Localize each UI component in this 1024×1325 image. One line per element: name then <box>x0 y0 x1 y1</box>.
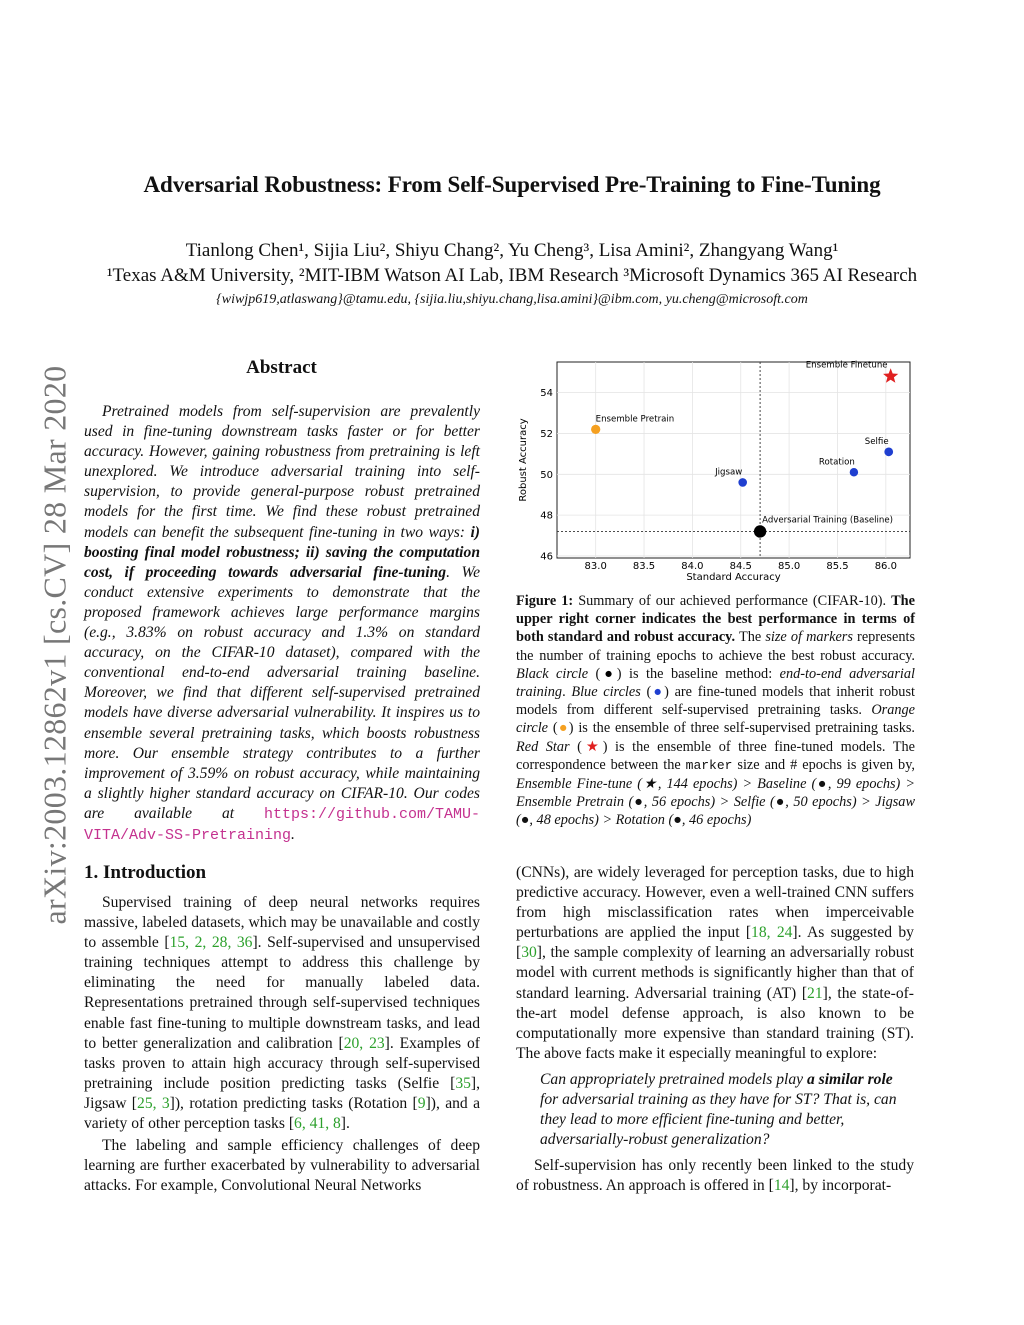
text-run: ]. <box>340 1115 350 1133</box>
red-star-icon: ★ <box>581 738 603 755</box>
citation-link[interactable]: 9 <box>417 1094 426 1112</box>
text-run: Can appropriately pretrained models play <box>540 1070 807 1088</box>
arxiv-identifier: arXiv:2003.12862v1 [cs.CV] 28 Mar 2020 <box>36 365 73 925</box>
abstract-text-cont: . We conduct extensive experiments to demonstrate that the proposed framework achieves large performance margins (e.g., 3.83% on robust accuracy and 1.3% on standard accuracy, on the CIFAR-10 dataset), compared with the conventional end-to-end adversarial training baseline. Moreover, we find that different self-supervised pretrained models have diverse adversarial vulnerability. It inspires us to ensemble several pretraining tasks, which boosts robustness more. Our ensemble strategy contributes to a further improvement of 3.59% on robust accuracy, while maintaining a slightly higher standard accuracy on CIFAR-10. Our codes are available at <box>84 563 481 822</box>
text-run: ]. Self-supervised and unsupervised training techniques attempt to address this challenge by eliminating the need for manually labeled data. Representations pretrained through self-supervised techniques enable fast fine-tuning to multiple downstream tasks, and lead to better generalization and calibration [ <box>84 934 481 1052</box>
text-run: Summary of our achieved performance (CIFAR-10). <box>573 593 892 609</box>
citation-link[interactable]: 20, 23 <box>343 1034 385 1052</box>
text-run: marker <box>685 757 733 773</box>
text-run: a similar role <box>806 1070 893 1088</box>
text-run: size and # epochs is given by, <box>732 756 916 773</box>
blue-dot-icon: ● <box>651 684 665 701</box>
paper-title: Adversarial Robustness: From Self-Supervised Pre-Training to Fine-Tuning <box>143 172 881 197</box>
text-run: Supervised training of deep neural networks requires massive, labeled datasets, which may be unavailable and costly to assemble [ <box>84 894 480 952</box>
abstract-body <box>84 402 480 846</box>
data-point-label: Ensemble Finetune <box>805 360 888 371</box>
y-tick-label: 54 <box>540 388 553 400</box>
research-question-quote <box>540 1070 914 1150</box>
text-run: are fine-tuned models that inherit robust models from different self-supervised pretraining tasks. <box>516 684 915 719</box>
text-run: end-to-end adversarial training <box>516 665 915 701</box>
text-run: Red Star <box>516 738 570 755</box>
x-tick-label: 86.0 <box>874 561 897 572</box>
citation-link[interactable]: 15, 2, 28, 36 <box>169 934 253 952</box>
data-point-marker <box>754 525 766 537</box>
caption-label: Figure 1: <box>516 593 574 609</box>
section-heading-introduction: 1. Introduction <box>84 862 207 883</box>
epoch-ordering: Ensemble Fine-tune (★, 144 epochs) > Baseline (●, 99 epochs) > Ensemble Pretrain (●, 56 epochs) > Selfie (●, 50 epochs) > Jigsaw (●, 48 epochs) > Rotation (●, 46 epochs) <box>516 776 915 829</box>
y-tick-label: 46 <box>540 551 553 563</box>
text-run: for adversarial training as they have for ST? That is, can they lead to more efficient fine-tuning and better, adversarially-robust generalization? <box>540 1091 897 1149</box>
data-point-marker <box>884 447 893 456</box>
text-run: is the ensemble of three fine-tuned models. The correspondence between the <box>516 738 915 773</box>
citation-link[interactable]: 35 <box>455 1074 471 1092</box>
text-run: represents the number of training epochs to achieve the best robust accuracy. <box>516 629 916 664</box>
data-point-label: Rotation <box>818 457 855 468</box>
text-run: ]. As suggested by [ <box>516 924 914 962</box>
citation-link[interactable]: 30 <box>521 944 537 962</box>
abstract-text: Pretrained models from self-supervision are prevalently used in fine-tuning downstream tasks faster or for better accuracy. However, gaining robustness from pretraining is left unexplored. We introduce adversarial training into self-supervision, to provide general-purpose robust pretrained models for the first time. We find these robust pretrained models can benefit the subsequent fine-tuning in two ways: <box>84 403 480 541</box>
right-column-body <box>516 863 914 1197</box>
data-point-label: Ensemble Pretrain <box>595 414 675 425</box>
x-tick-label: 85.5 <box>826 561 849 572</box>
text-run: ], by incorporat- <box>789 1177 892 1195</box>
x-tick-label: 85.0 <box>777 561 801 572</box>
citation-link[interactable]: 18, 24 <box>751 924 793 942</box>
text-run: is the baseline method: <box>621 665 780 682</box>
intro-paragraph-2: The labeling and sample efficiency challenges of deep learning are further exacerbated by vulnerability to adversarial attacks. For example, Convolutional Neural Networks <box>84 1137 480 1195</box>
x-tick-label: 83.5 <box>632 561 656 572</box>
text-run: ], Jigsaw [ <box>84 1074 480 1112</box>
text-run: Blue circles <box>571 684 641 701</box>
caption-bold: The upper right corner indicates the best performance in terms of both standard and robust accuracy. <box>516 593 915 646</box>
text-run: The <box>735 629 766 646</box>
y-tick-label: 48 <box>540 510 553 522</box>
text-run: is the ensemble of three self-supervised pretraining tasks. <box>573 720 916 737</box>
text-run: . <box>562 684 572 701</box>
plot-area <box>557 362 910 558</box>
citation-link[interactable]: 6, 41, 8 <box>294 1115 341 1133</box>
text-run: ]. Examples of tasks proven to attain high accuracy through self-supervised pretraining include position predicting tasks (Selfie [ <box>84 1034 480 1092</box>
author-emails: {wiwjp619,atlaswang}@tamu.edu, {sijia.liu,shiyu.chang,lisa.amini}@ibm.com, yu.cheng@microsoft.com <box>216 292 808 307</box>
data-point-marker <box>738 478 747 487</box>
author-list: Tianlong Chen¹, Sijia Liu², Shiyu Chang², Yu Cheng³, Lisa Amini², Zhangyang Wang¹ <box>185 240 839 261</box>
text-run: (CNNs), are widely leveraged for perception tasks, due to high predictive accuracy. However, even a well-trained CNN suffers from high misclassification rates when imperceivable perturbations are applied the input [ <box>516 864 914 942</box>
data-point-marker <box>850 468 858 476</box>
abstract-end: . <box>291 825 295 843</box>
intro-paragraph-3 <box>516 863 914 1064</box>
data-point-label: Adversarial Training (Baseline) <box>762 515 894 526</box>
intro-paragraph-4 <box>516 1156 914 1196</box>
x-tick-label: 84.5 <box>729 561 752 572</box>
data-point-label: Selfie <box>864 436 889 447</box>
text-run: Self-supervision has only recently been linked to the study of robustness. An approach is offered in [ <box>516 1157 914 1195</box>
black-dot-icon: ● <box>600 665 617 682</box>
text-run: ], the state-of-the-art model defense approach, is also known to be computationally more expensive than standard training (ST). The above facts make it especially meaningful to explore: <box>516 984 914 1062</box>
x-tick-label: 83.0 <box>584 561 607 572</box>
data-point-label: Jigsaw <box>715 467 743 478</box>
text-run: Orange circle <box>516 702 915 737</box>
data-point-marker <box>591 425 600 434</box>
citation-link[interactable]: 21 <box>807 984 823 1002</box>
intro-paragraph-1 <box>84 893 480 1134</box>
y-axis-label: Robust Accuracy <box>518 418 529 502</box>
orange-dot-icon: ● <box>557 720 569 737</box>
abstract-heading: Abstract <box>246 357 317 378</box>
y-tick-label: 50 <box>540 469 553 481</box>
abstract-bold-text: i) boosting final model robustness; ii) saving the computation cost, if proceeding towards adversarial fine-tuning <box>84 523 480 581</box>
text-run: ]), and a variety of other perception tasks [ <box>84 1094 480 1133</box>
text-run: size of markers <box>765 629 853 646</box>
figure-1-scatter-chart <box>516 356 916 584</box>
left-column-body <box>84 893 480 1196</box>
figure-1-caption: Figure 1: Summary of our achieved performance (CIFAR-10). The upper right corner indicates the best performance in terms of both standard and robust accuracy. The size of markers represents the number of training epochs to achieve the best robust accuracy. Black circle (●) is the baseline method: end-to-end adversarial training. Blue circles (●) are fine-tuned models that inherit robust models from different self-supervised pretraining tasks. Orange circle (●) is the ensemble of three self-supervised pretraining tasks. Red Star (★) is the ensemble of three fine-tuned models. The correspondence between the marker size and # epochs is given by, Ensemble Fine-tune (★, 144 epochs) > Baseline (●, 99 epochs) > Ensemble Pretrain (●, 56 epochs) > Selfie (●, 50 epochs) > Jigsaw (●, 48 epochs) > Rotation (●, 46 epochs) <box>516 593 916 829</box>
code-link[interactable]: https://github.com/TAMU-VITA/Adv-SS-Pretraining <box>84 805 480 844</box>
citation-link[interactable]: 14 <box>773 1177 790 1195</box>
text-run: Black circle <box>516 665 589 682</box>
text-run: ], the sample complexity of learning an adversarially robust model with current methods is significantly higher than that of standard learning. Adversarial training (AT) [ <box>516 944 914 1002</box>
x-axis-label: Standard Accuracy <box>686 572 781 583</box>
affiliations: ¹Texas A&M University, ²MIT-IBM Watson AI Lab, IBM Research ³Microsoft Dynamics 365 AI Research <box>106 265 918 286</box>
text-run: ]), rotation predicting tasks (Rotation [ <box>169 1094 418 1112</box>
citation-link[interactable]: 25, 3 <box>137 1094 170 1112</box>
x-tick-label: 84.0 <box>681 561 704 572</box>
y-tick-label: 52 <box>540 428 553 440</box>
